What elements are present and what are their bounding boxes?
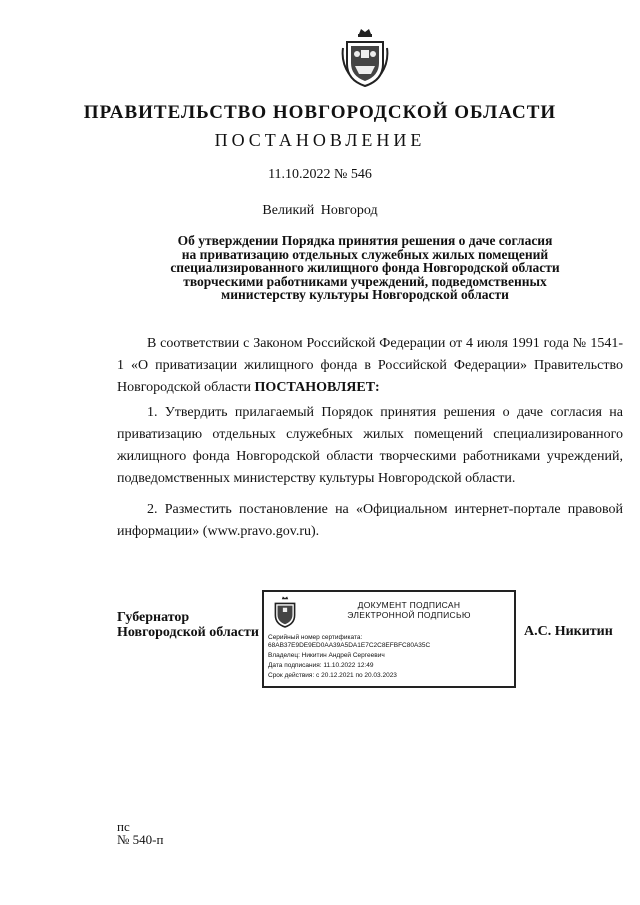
footer-code: [117, 820, 163, 846]
certificate-validity: Срок действия: с 20.12.2021 по 20.03.2023: [268, 672, 397, 679]
date-and-number: 11.10.2022 № 546: [268, 167, 372, 182]
subject-line: специализированного жилищного фонда Новгородской области: [170, 260, 560, 275]
government-title: ПРАВИТЕЛЬСТВО НОВГОРОДСКОЙ ОБЛАСТИ: [83, 102, 557, 123]
subject-line: Об утверждении Порядка принятия решения о даче согласия: [177, 233, 553, 248]
certificate-owner: Владелец: Никитин Андрей Сергеевич: [268, 652, 385, 659]
certificate-number: 68AB37E9DE9ED0AA39A5DA1E7C2C8EFBFC80A35C: [268, 642, 431, 649]
certificate-label: Серийный номер сертификата:: [268, 634, 363, 641]
signatory-title-line: Новгородской области: [117, 625, 259, 640]
footer-code-number: № 540-п: [117, 832, 164, 847]
item-2-paragraph: 2. Разместить постановление на «Официальном интернет-портале правовой информации» (www.pravo.gov.ru).: [117, 502, 623, 539]
signing-date: Дата подписания: 11.10.2022 12:49: [268, 662, 374, 669]
resolves-keyword: ПОСТАНОВЛЯЕТ:: [254, 380, 380, 395]
signatory-title: [117, 610, 259, 640]
subject-line: творческими работниками учреждений, подведомственных: [183, 273, 547, 289]
stamp-heading-line: ЭЛЕКТРОННОЙ ПОДПИСЬЮ: [347, 610, 471, 620]
signatory-name: А.С. Никитин: [524, 624, 613, 639]
preamble-paragraph: [117, 333, 623, 399]
stamp-heading: [314, 600, 504, 620]
stamp-coat-of-arms-icon: [272, 596, 298, 628]
stamp-heading-line: ДОКУМЕНТ ПОДПИСАН: [357, 600, 461, 610]
document-subject: [130, 234, 600, 302]
signatory-title-line: Губернатор: [117, 610, 190, 625]
item-1-paragraph: 1. Утвердить прилагаемый Порядок принятия решения о даче согласия на приватизацию отдельных служебных жилых помещений специализированного жилищного фонда Новгородской области творческими работниками учреждений, подведомственных министерству культуры Новгородской области.: [117, 405, 623, 486]
city: Великий Новгород: [262, 203, 378, 218]
footer-code-label: пс: [117, 819, 130, 834]
preamble-text: В соответствии с Законом Российской Федерации от 4 июля 1991 года № 1541-1 «О приватизации жилищного фонда в Российской Федерации» Правительство Новгородской области: [117, 336, 623, 395]
electronic-signature-stamp: [262, 590, 516, 688]
subject-line: на приватизацию отдельных служебных жилых помещений: [181, 246, 549, 262]
subject-line: министерству культуры Новгородской области: [221, 287, 509, 302]
coat-of-arms-emblem: [341, 28, 389, 88]
document-type: ПОСТАНОВЛЕНИЕ: [214, 130, 426, 150]
